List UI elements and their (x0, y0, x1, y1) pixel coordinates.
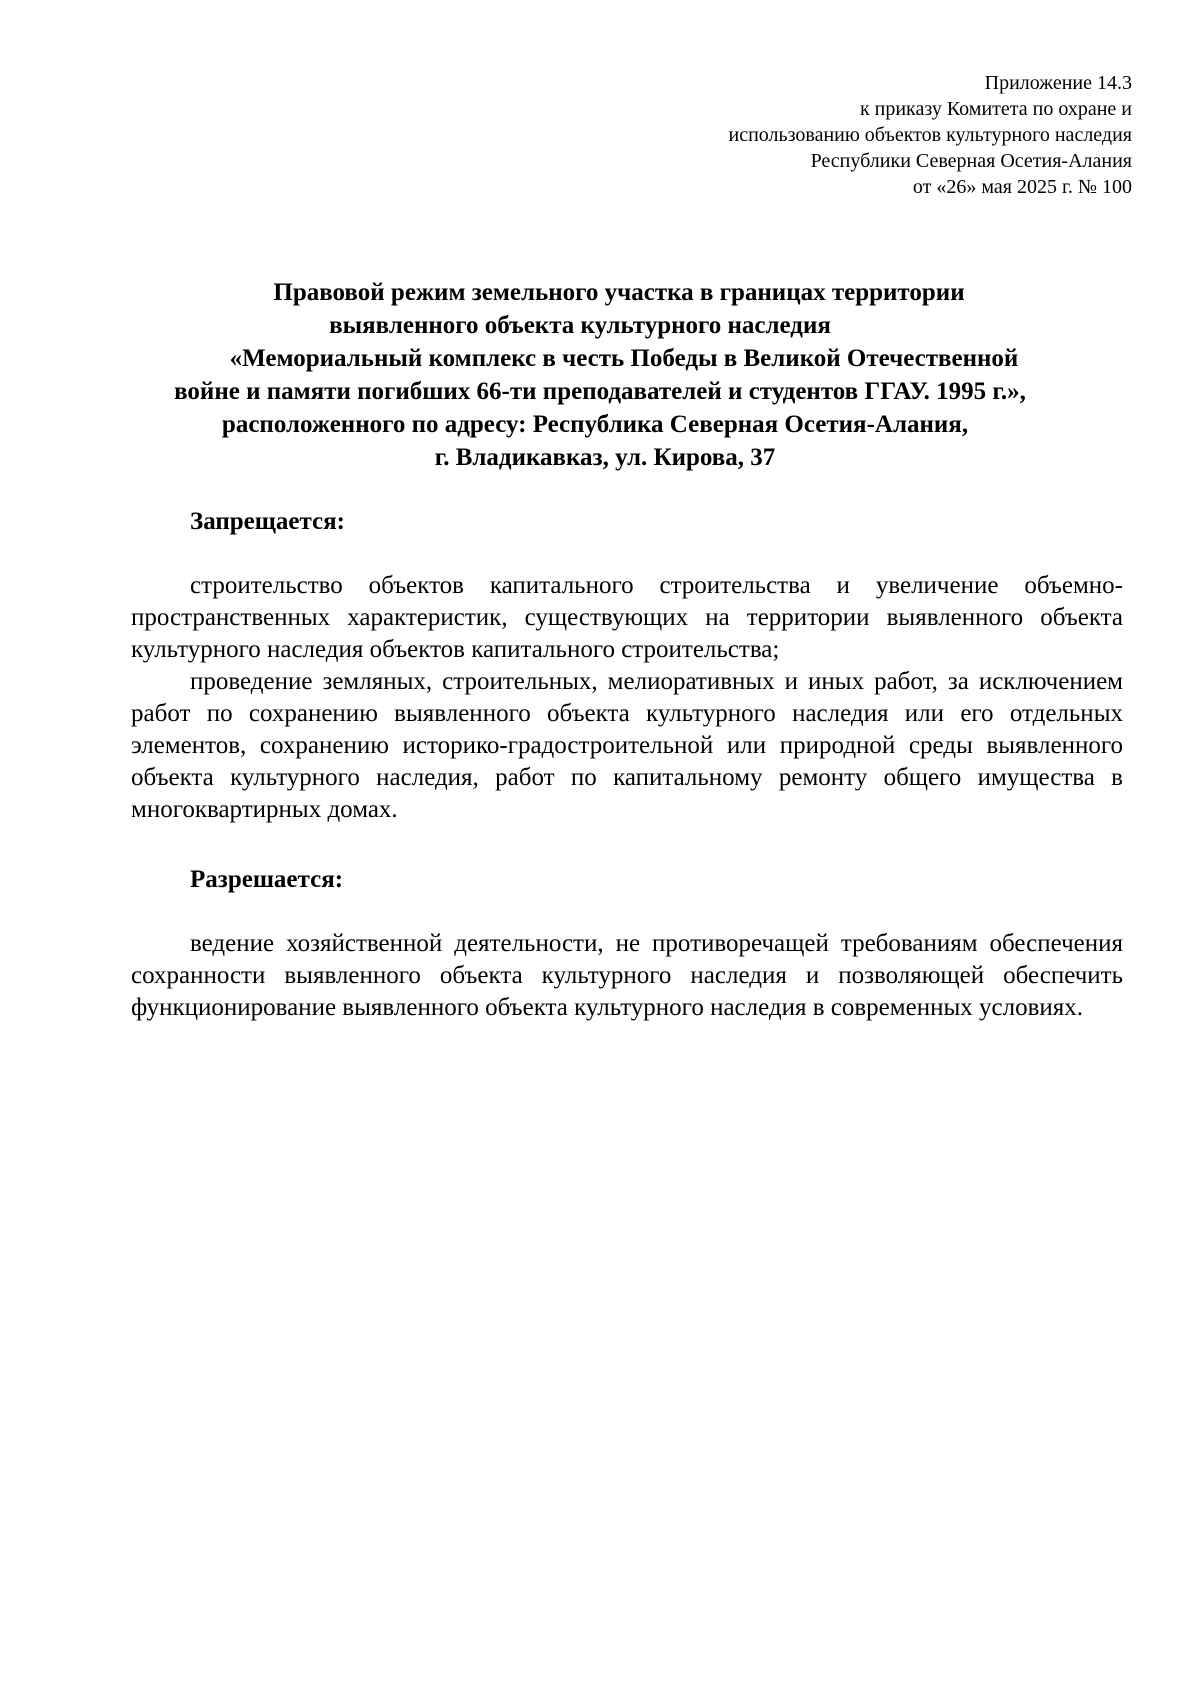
allowed-paragraph-1: ведение хозяйственной деятельности, не противоречащей требованиям обеспечения сохранности выявленного объекта культурного наследия и позволяющей обеспечить функционирование выявленного объекта культурного наследия в современных условиях. (131, 930, 1123, 1021)
appendix-number: Приложение 14.3 (984, 72, 1132, 94)
title-line-6: г. Владикавказ, ул. Кирова, 37 (434, 444, 776, 471)
title-line-3: «Мемориальный комплекс в честь Победы в Великой Отечественной (229, 345, 1019, 372)
allowed-heading: Разрешается: (190, 866, 344, 893)
appendix-header (729, 70, 1133, 200)
forbidden-section (131, 570, 1123, 826)
allowed-section (131, 928, 1123, 1024)
document-title (90, 276, 1110, 474)
title-line-1: Правовой режим земельного участка в границах территории (273, 279, 965, 306)
forbidden-paragraph-1: строительство объектов капитального строительства и увеличение объемно-пространственных характеристик, существующих на территории выявленного объекта культурного наследия объектов капитального строительства; (131, 572, 1123, 663)
appendix-republic-name: Республики Северная Осетия-Алания (810, 150, 1132, 172)
title-line-2: выявленного объекта культурного наследия (329, 312, 831, 339)
title-line-5: расположенного по адресу: Республика Северная Осетия-Алания, (221, 411, 969, 438)
forbidden-heading: Запрещается: (190, 508, 346, 535)
forbidden-paragraph-2: проведение земляных, строительных, мелиоративных и иных работ, за исключением работ по сохранению выявленного объекта культурного наследия или его отдельных элементов, сохранению историко-градостроительной или природной среды выявленного объекта культурного наследия, работ по капитальному ремонту общего имущества в многоквартирных домах. (131, 668, 1123, 823)
appendix-committee-name: использованию объектов культурного наследия (728, 124, 1132, 146)
title-line-4: войне и памяти погибших 66-ти преподавателей и студентов ГГАУ. 1995 г.», (174, 378, 1026, 405)
appendix-order-ref: к приказу Комитета по охране и (859, 98, 1132, 120)
appendix-order-date: от «26» мая 2025 г. № 100 (912, 176, 1132, 198)
